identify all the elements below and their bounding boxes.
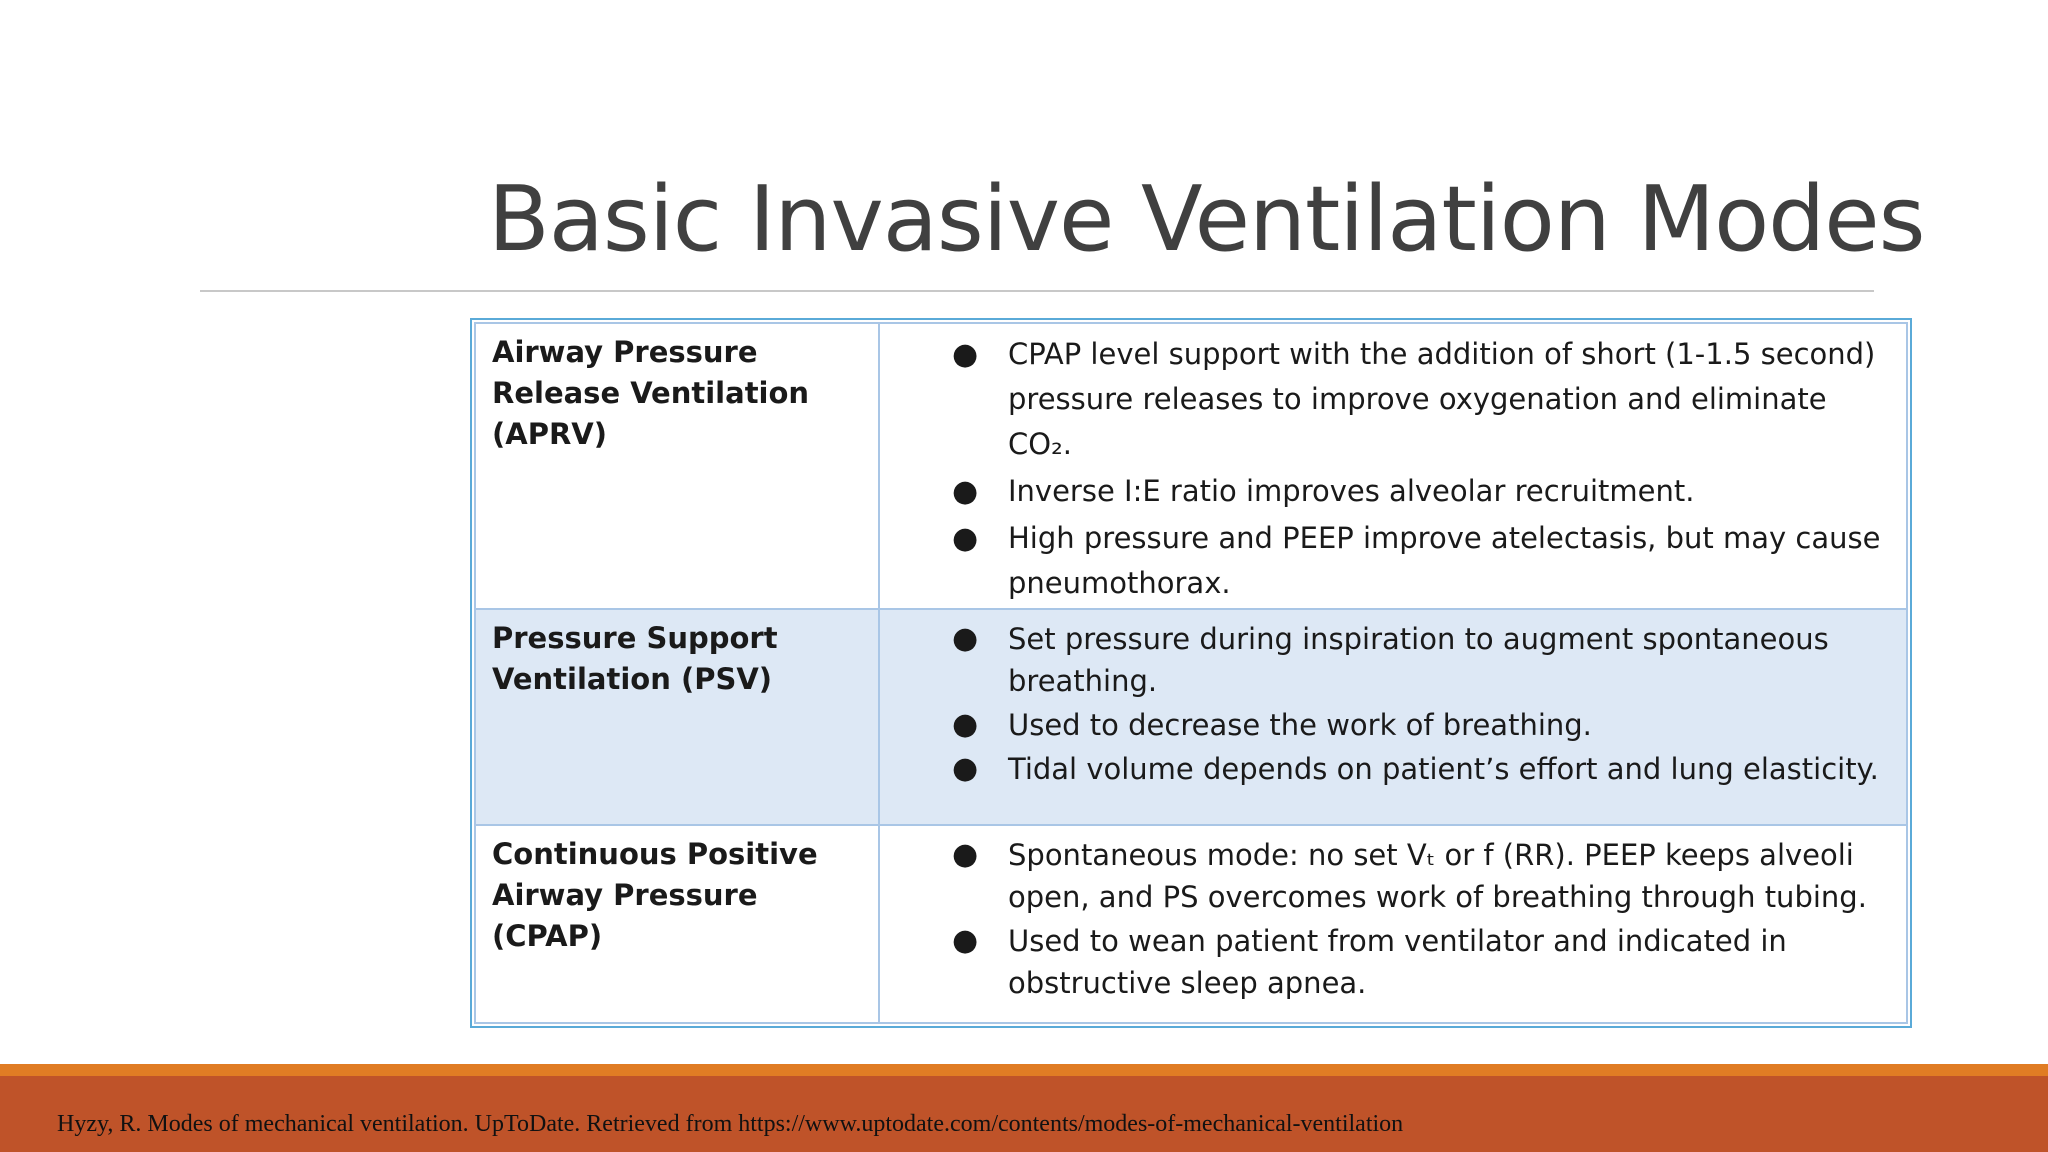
mode-name-aprv: Airway Pressure Release Ventilation (APRV): [492, 335, 810, 451]
citation-text: Hyzy, R. Modes of mechanical ventilation. UpToDate. Retrieved from https://www.uptodate.com/contents/modes-of-mechanical-ventilation: [57, 1111, 1404, 1137]
bullet-text: Inverse I:E ratio improves alveolar recruitment.: [1008, 474, 1695, 508]
list-item: [880, 704, 1890, 746]
description-cell: [879, 825, 1907, 1023]
mode-name-cpap: Continuous Positive Airway Pressure (CPAP): [492, 837, 818, 953]
bullet-dot-icon: ●: [952, 923, 979, 958]
list-item: [880, 748, 1890, 790]
bullet-dot-icon: ●: [952, 751, 979, 786]
mode-name-psv: Pressure Support Ventilation (PSV): [492, 621, 778, 696]
bullet-text: High pressure and PEEP improve atelectasis, but may cause pneumothorax.: [1008, 521, 1881, 600]
bullet-text: Used to decrease the work of breathing.: [1008, 708, 1592, 742]
bullet-list-cpap: [880, 826, 1906, 1004]
bullet-dot-icon: ●: [952, 837, 979, 872]
bullet-text: CPAP level support with the addition of short (1-1.5 second) pressure releases to improve oxygenation and eliminate CO₂.: [1008, 337, 1876, 461]
bullet-dot-icon: ●: [952, 521, 979, 556]
bullet-text: Set pressure during inspiration to augment spontaneous breathing.: [1008, 622, 1829, 698]
bullet-dot-icon: ●: [952, 707, 979, 742]
slide-title: Basic Invasive Ventilation Modes: [488, 167, 1925, 272]
bullet-list-psv: [880, 610, 1906, 790]
ventilation-modes-table: [470, 318, 1912, 1028]
bullet-text: Tidal volume depends on patient’s effort and lung elasticity.: [1008, 752, 1879, 786]
mode-cell: [475, 609, 879, 825]
description-cell: [879, 609, 1907, 825]
list-item: [880, 516, 1890, 606]
title-divider: [200, 290, 1874, 292]
bullet-text: Used to wean patient from ventilator and indicated in obstructive sleep apnea.: [1008, 924, 1787, 1000]
footer-accent-stripe: [0, 1064, 2048, 1076]
list-item: [880, 618, 1890, 702]
description-cell: [879, 323, 1907, 609]
bullet-dot-icon: ●: [952, 621, 979, 656]
bullet-dot-icon: ●: [952, 474, 979, 509]
modes-table-grid: [474, 322, 1908, 1024]
table-row-aprv: [475, 323, 1907, 609]
mode-cell: [475, 825, 879, 1023]
list-item: [880, 469, 1890, 514]
mode-cell: [475, 323, 879, 609]
bullet-list-aprv: [880, 324, 1906, 606]
list-item: [880, 332, 1890, 467]
bullet-text: Spontaneous mode: no set Vₜ or f (RR). PEEP keeps alveoli open, and PS overcomes work of breathing through tubing.: [1008, 838, 1867, 914]
list-item: [880, 834, 1890, 918]
table-row-cpap: [475, 825, 1907, 1023]
table-row-psv: [475, 609, 1907, 825]
bullet-dot-icon: ●: [952, 337, 979, 372]
list-item: [880, 920, 1890, 1004]
